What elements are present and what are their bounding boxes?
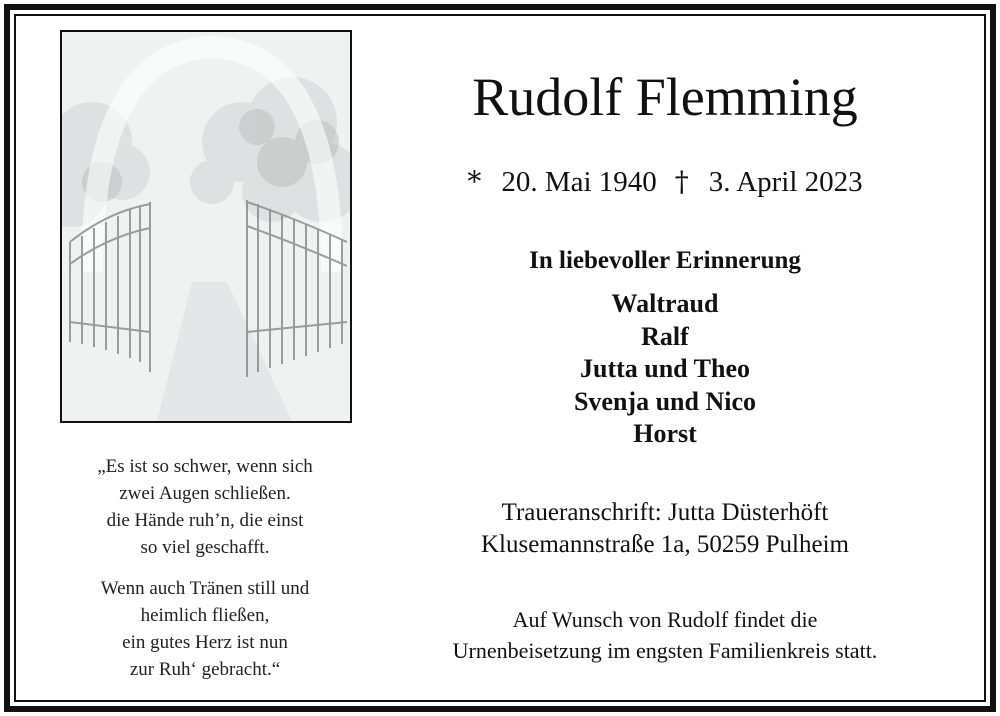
gate-illustration	[62, 32, 350, 421]
mourner-name: Svenja und Nico	[573, 386, 757, 416]
poem-stanza-1	[40, 453, 370, 561]
poem-line: Wenn auch Tränen still und	[100, 578, 310, 599]
address-line: Traueranschrift: Jutta Düsterhöft	[501, 499, 829, 526]
poem-line: heimlich fließen,	[140, 605, 270, 626]
address-line: Klusemannstraße 1a, 50259 Pulheim	[481, 531, 849, 558]
poem-stanza-2	[40, 575, 370, 683]
mourner-name: Ralf	[641, 321, 689, 351]
memory-heading: In liebevoller Erinnerung	[529, 247, 801, 274]
life-dates	[400, 163, 930, 201]
poem-line: so viel geschafft.	[140, 537, 270, 558]
poem-line: zur Ruh‘ gebracht.“	[129, 659, 281, 680]
death-cross-icon: †	[674, 165, 689, 198]
mourner-name: Horst	[633, 419, 697, 448]
notice-line: Urnenbeisetzung im engsten Familienkreis statt.	[452, 638, 878, 663]
poem-line: die Hände ruh’n, die einst	[106, 510, 304, 531]
deceased-name: Rudolf Flemming	[472, 67, 858, 127]
mourners-list	[400, 288, 930, 451]
death-date: 3. April 2023	[708, 166, 863, 198]
mourner-name: Jutta und Theo	[579, 354, 751, 383]
birth-star-icon: *	[467, 165, 482, 198]
poem-line: zwei Augen schließen.	[119, 483, 291, 504]
notice-line: Auf Wunsch von Rudolf findet die	[512, 607, 818, 632]
mourning-address	[400, 497, 930, 561]
poem-line: ein gutes Herz ist nun	[122, 632, 288, 653]
poem-line: „Es ist so schwer, wenn sich	[97, 456, 313, 477]
burial-notice	[370, 604, 960, 666]
garden-gate-photo	[60, 30, 352, 423]
mourner-name: Waltraud	[611, 289, 719, 318]
birth-date: 20. Mai 1940	[501, 166, 657, 198]
